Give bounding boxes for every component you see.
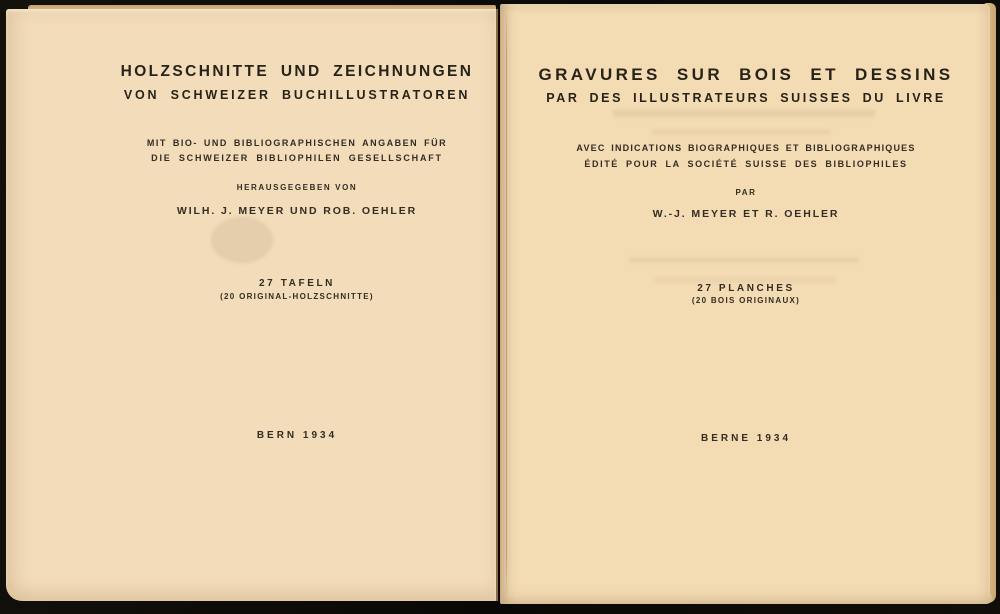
right-page-text-block	[503, 4, 989, 604]
right-subtitle-line2: ÉDITÉ POUR LA SOCIÉTÉ SUISSE DES BIBLIOPHILES	[584, 159, 908, 169]
left-editor-intro: HERAUSGEGEBEN VON	[236, 183, 358, 192]
right-editor-intro: PAR	[735, 188, 757, 197]
page-gutter-crease	[506, 8, 507, 598]
right-title-line1: GRAVURES SUR BOIS ET DESSINS	[538, 65, 954, 84]
left-page-text-block	[101, 9, 493, 601]
right-plates-count: 27 PLANCHES	[697, 283, 795, 294]
left-title-line2: VON SCHWEIZER BUCHILLUSTRATOREN	[123, 88, 471, 102]
left-title-page	[6, 9, 498, 601]
left-plates-count: 27 TAFELN	[259, 278, 335, 289]
right-imprint: BERNE 1934	[700, 433, 792, 444]
left-subtitle-line1: MIT BIO- UND BIBLIOGRAPHISCHEN ANGABEN FÜR	[146, 138, 448, 148]
right-subtitle-line1: AVEC INDICATIONS BIOGRAPHIQUES ET BIBLIOGRAPHIQUES	[576, 143, 916, 153]
left-title-line1: HOLZSCHNITTE UND ZEICHNUNGEN	[120, 63, 474, 80]
right-plates-detail: (20 BOIS ORIGINAUX)	[691, 296, 801, 305]
left-subtitle-line2: DIE SCHWEIZER BIBLIOPHILEN GESELLSCHAFT	[151, 153, 443, 163]
right-title-page	[500, 4, 990, 604]
right-editors: W.-J. MEYER ET R. OEHLER	[652, 208, 840, 220]
left-editors: WILH. J. MEYER UND ROB. OEHLER	[176, 205, 418, 217]
left-imprint: BERN 1934	[256, 430, 338, 441]
left-plates-detail: (20 ORIGINAL-HOLZSCHNITTE)	[220, 292, 374, 301]
right-title-line2: PAR DES ILLUSTRATEURS SUISSES DU LIVRE	[546, 91, 946, 105]
